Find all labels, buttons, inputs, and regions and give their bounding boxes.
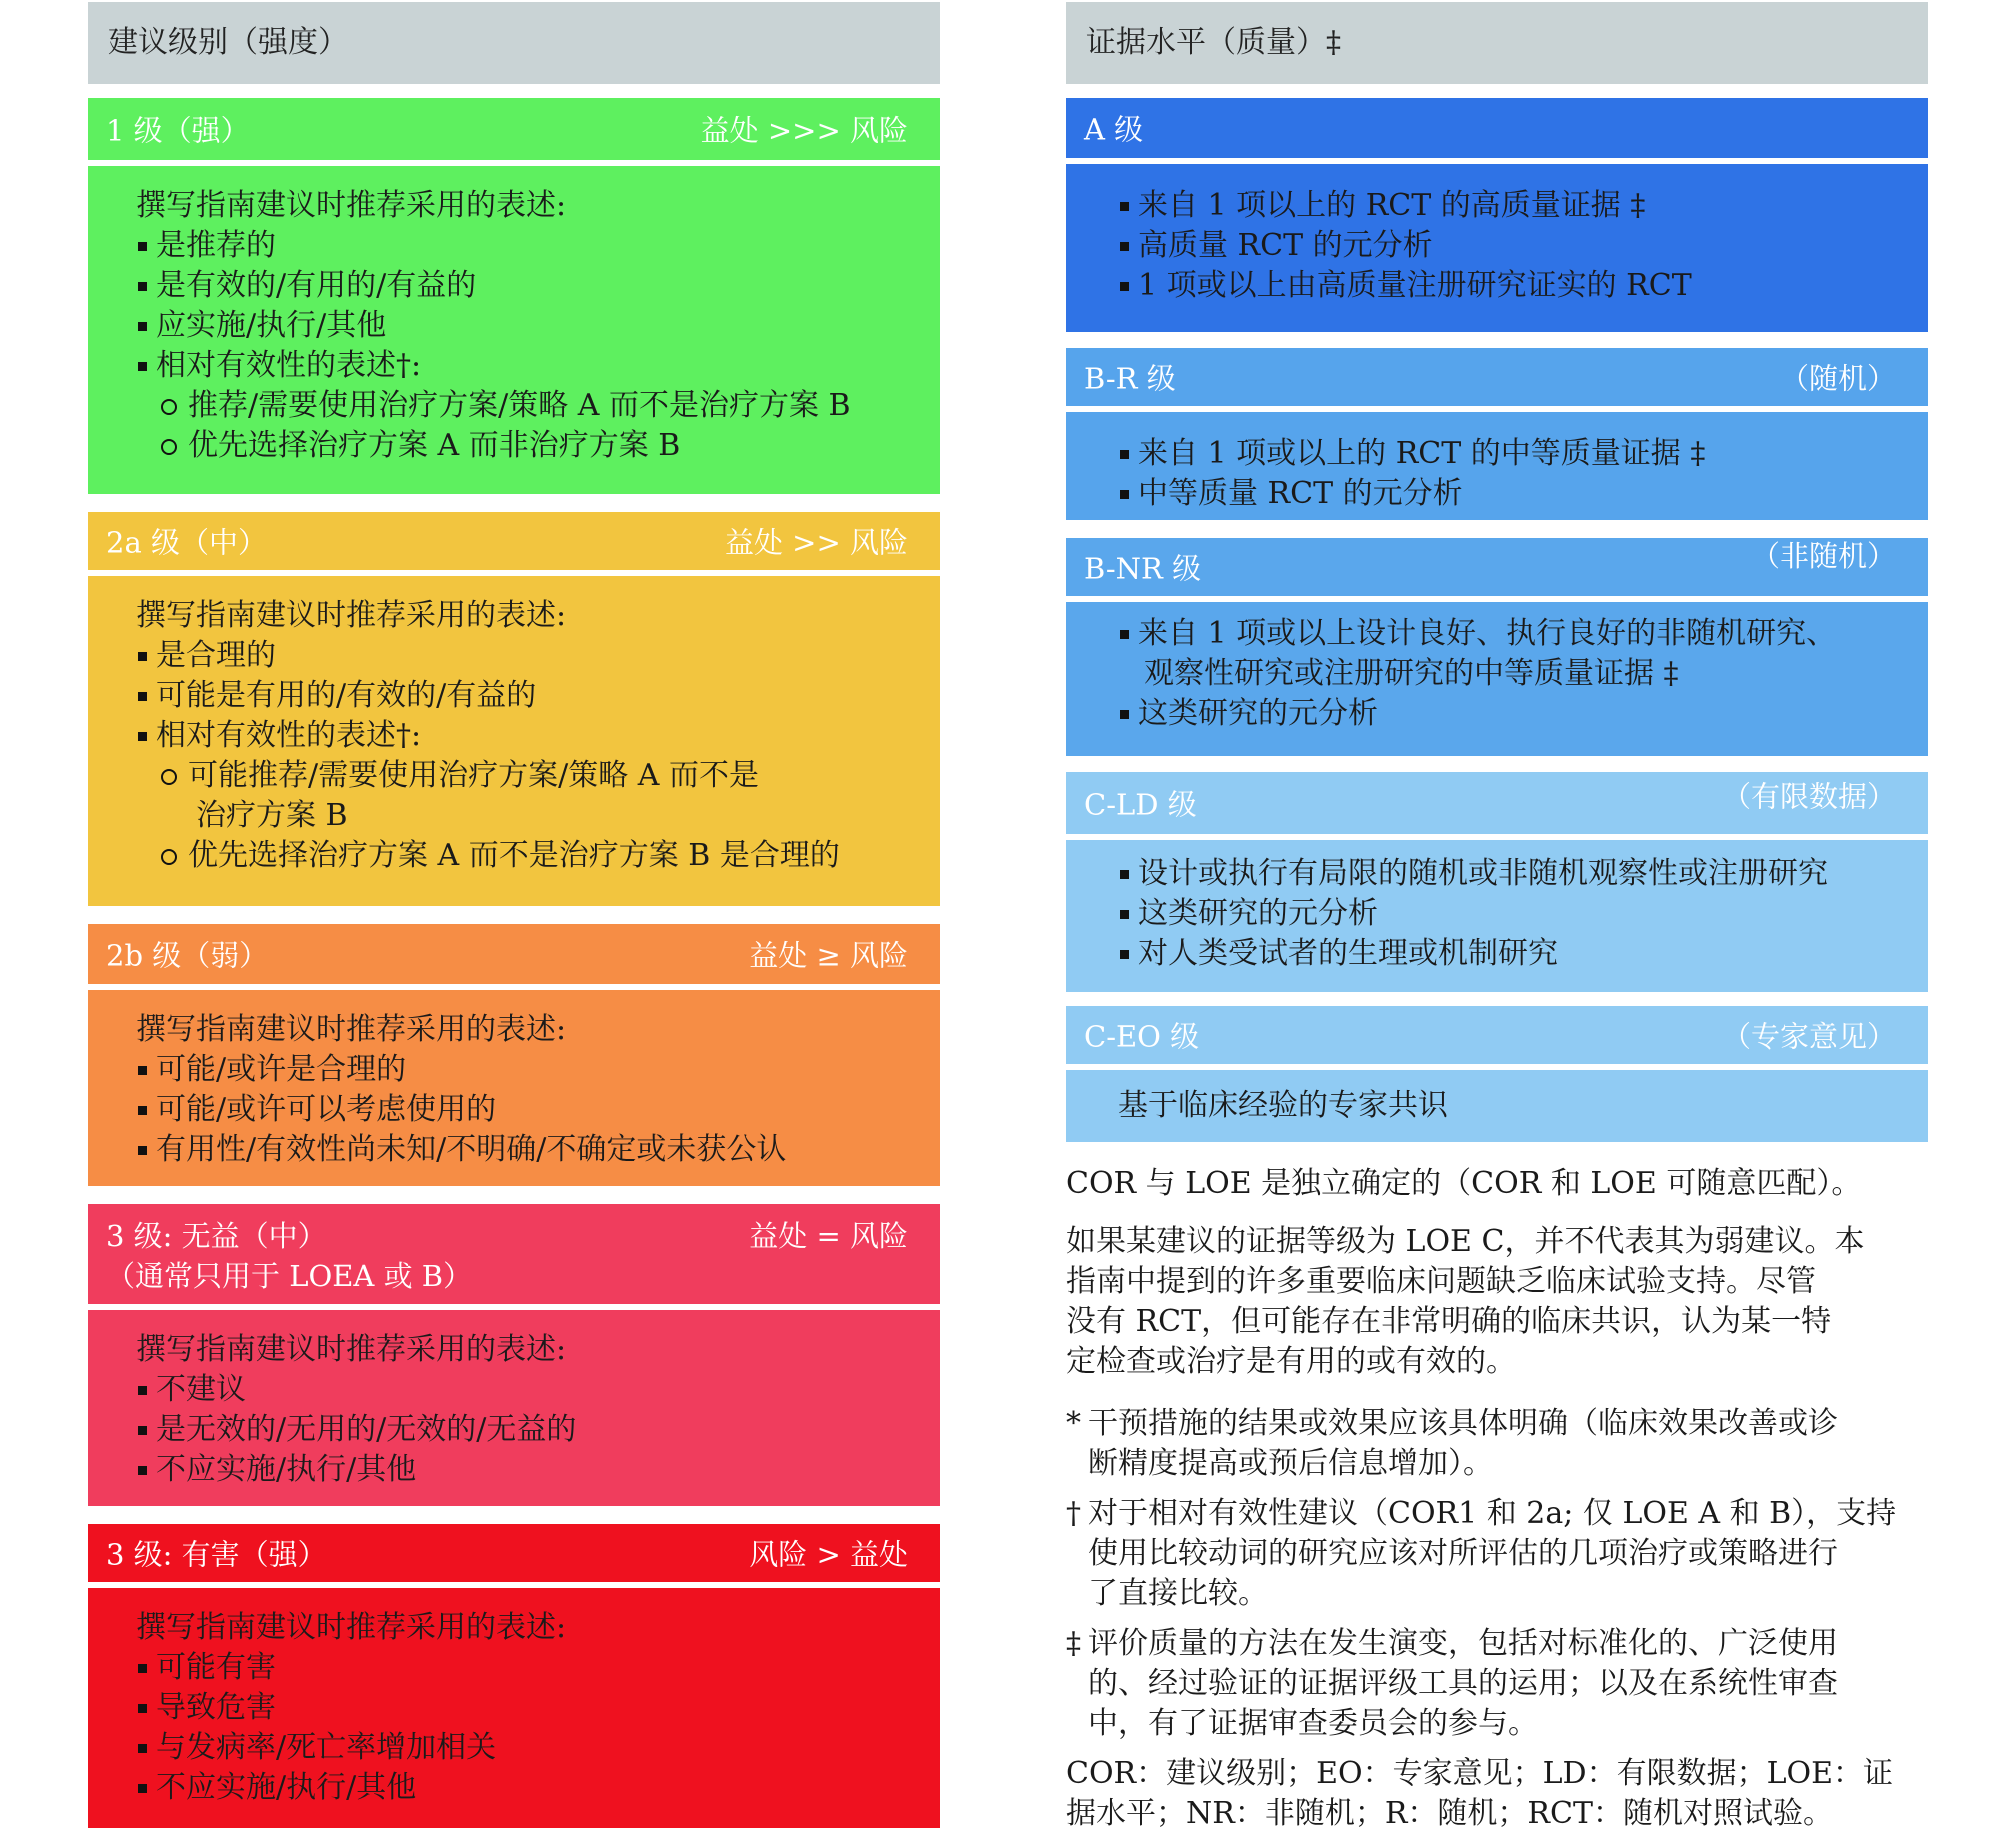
list-item: 有用性/有效性尚未知/不明确/不确定或未获公认 [136,1130,940,1170]
class3-nobenefit-label [106,1216,472,1296]
cor-column [88,0,940,1834]
level-ceo-tag: （专家意见） [1721,1019,1896,1054]
list-item: 来自 1 项以上的 RCT 的高质量证据 ‡ [1118,186,1928,226]
list-item: 应实施/执行/其他 [136,306,940,346]
note-line: 评价质量的方法在发生演变，包括对标准化的、广泛使用 [1088,1626,1838,1661]
list-item: 导致危害 [136,1688,940,1728]
class3-nobenefit-ratio: 益处 = 风险 [749,1219,908,1253]
class3-nobenefit-body [88,1310,940,1506]
class2a-list [136,636,940,876]
class2b-header [88,924,940,984]
class3-harm-ratio: 风险 > 益处 [749,1537,908,1572]
note-line: 使用比较动词的研究应该对所评估的几项治疗或策略进行 [1088,1536,1838,1571]
list-item: 可能有害 [136,1648,940,1688]
list-item: 1 项或以上由高质量注册研究证实的 RCT [1118,266,1928,306]
note-line: 的、经过验证的证据评级工具的运用；以及在系统性审查 [1088,1666,1838,1701]
level-a-label: A 级 [1084,112,1144,147]
list-item: 是无效的/无用的/无效的/无益的 [136,1410,940,1450]
note-line: 对于相对有效性建议（COR1 和 2a; 仅 LOE A 和 B），支持 [1088,1496,1897,1531]
list-item: 相对有效性的表述†: [136,716,940,756]
note-line: 据水平；NR：非随机；R：随机；RCT：随机对照试验。 [1066,1796,1833,1831]
level-cld-list [1118,854,1928,974]
class1-list [136,226,940,466]
list-item: 是合理的 [136,636,940,676]
level-cld-header [1066,772,1928,834]
class2b-body [88,990,940,1186]
note-independent: COR 与 LOE 是独立确定的（COR 和 LOE 可随意匹配）。 [1066,1166,1862,1201]
sub-list-item: 推荐/需要使用治疗方案/策略 A 而不是治疗方案 B [136,386,940,426]
class3-nobenefit-intro: 撰写指南建议时推荐采用的表述: [136,1332,567,1367]
note-line: 如果某建议的证据等级为 LOE C，并不代表其为弱建议。本 [1066,1224,1865,1259]
class3-nobenefit-label-line1: 3 级: 无益（中） [106,1219,327,1253]
class2b-intro: 撰写指南建议时推荐采用的表述: [136,1012,567,1047]
sub-list-item: 优先选择治疗方案 A 而不是治疗方案 B 是合理的 [136,836,940,876]
notes-section [1066,1164,1928,1834]
class2a-header [88,512,940,570]
note-line: 指南中提到的许多重要临床问题缺乏临床试验支持。尽管 [1066,1264,1816,1299]
level-cld-body [1066,840,1928,992]
list-item: 相对有效性的表述†: [136,346,940,386]
class1-header [88,98,940,160]
note-line: 了直接比较。 [1088,1576,1268,1611]
list-item-cont: 观察性研究或注册研究的中等质量证据 ‡ [1144,656,1679,691]
level-cld-tag: （有限数据） [1721,779,1896,814]
level-br-list [1118,434,1928,514]
note-loe-c [1066,1222,1928,1382]
list-item: 是有效的/有用的/有益的 [136,266,940,306]
class2b-list [136,1050,940,1170]
footnote-dagger-mark: † [1066,1496,1081,1531]
level-ceo-body [1066,1070,1928,1142]
footnote-star-mark: * [1066,1406,1081,1441]
level-ceo-label: C-EO 级 [1084,1019,1200,1054]
sub-list-item: 可能推荐/需要使用治疗方案/策略 A 而不是 [136,756,940,796]
level-bnr-header [1066,538,1928,596]
class1-ratio: 益处 >>> 风险 [700,113,908,148]
level-a-body [1066,164,1928,332]
level-a-list [1118,186,1928,306]
class2a-ratio: 益处 >> 风险 [724,525,908,560]
class2b-ratio: 益处 ≥ 风险 [749,938,908,973]
loe-column [1066,0,1928,1834]
list-item: 可能/或许可以考虑使用的 [136,1090,940,1130]
class1-intro: 撰写指南建议时推荐采用的表述: [136,188,567,223]
note-abbreviations [1066,1754,1928,1834]
class3-nobenefit-header [88,1204,940,1304]
level-br-body [1066,412,1928,520]
class3-harm-label: 3 级: 有害（强） [106,1537,327,1572]
level-bnr-list [1118,614,1928,734]
class2a-label: 2a 级（中） [106,525,267,560]
class2b-label: 2b 级（弱） [106,938,269,973]
class3-harm-intro: 撰写指南建议时推荐采用的表述: [136,1610,567,1645]
list-item: 不应实施/执行/其他 [136,1450,940,1490]
list-item: 这类研究的元分析 [1118,694,1928,734]
note-line: 没有 RCT，但可能存在非常明确的临床共识，认为某一特 [1066,1304,1832,1339]
level-br-label: B-R 级 [1084,361,1176,396]
class2a-body [88,576,940,906]
list-item: 不建议 [136,1370,940,1410]
footnote-ddagger [1066,1624,1928,1744]
level-bnr-label: B-NR 级 [1084,551,1202,586]
level-br-header [1066,348,1928,406]
sub-list-item: 优先选择治疗方案 A 而非治疗方案 B [136,426,940,466]
class2a-intro: 撰写指南建议时推荐采用的表述: [136,598,567,633]
class3-harm-header [88,1524,940,1582]
list-item: 对人类受试者的生理或机制研究 [1118,934,1928,974]
list-item: 高质量 RCT 的元分析 [1118,226,1928,266]
level-br-tag: （随机） [1779,361,1896,396]
list-item: 是推荐的 [136,226,940,266]
list-item: 与发病率/死亡率增加相关 [136,1728,940,1768]
list-item: 可能是有用的/有效的/有益的 [136,676,940,716]
list-item: 设计或执行有局限的随机或非随机观察性或注册研究 [1118,854,1928,894]
footnote-star [1066,1404,1928,1484]
level-ceo-header [1066,1006,1928,1064]
list-item: 可能/或许是合理的 [136,1050,940,1090]
footnote-ddagger-mark: ‡ [1066,1626,1081,1661]
class3-nobenefit-label-line2: （通常只用于 LOEA 或 B） [106,1259,473,1293]
level-bnr-body [1066,602,1928,756]
level-bnr-tag: （非随机） [1750,539,1896,574]
sub-list-item-cont: 治疗方案 B [196,798,348,833]
note-line: 干预措施的结果或效果应该具体明确（临床效果改善或诊 [1088,1406,1838,1441]
loe-title: 证据水平（质量）‡ [1066,2,1928,84]
note-line: 断精度提高或预后信息增加）。 [1088,1446,1493,1481]
list-item: 不应实施/执行/其他 [136,1768,940,1808]
list-item: 来自 1 项或以上的 RCT 的中等质量证据 ‡ [1118,434,1928,474]
footnote-dagger [1066,1494,1928,1614]
note-line: 定检查或治疗是有用的或有效的。 [1066,1344,1516,1379]
list-item: 这类研究的元分析 [1118,894,1928,934]
level-a-header [1066,98,1928,158]
note-line: 中，有了证据审查委员会的参与。 [1088,1706,1538,1741]
note-line: COR：建议级别；EO：专家意见；LD：有限数据；LOE：证 [1066,1756,1894,1791]
cor-title: 建议级别（强度） [88,2,940,84]
class1-body [88,166,940,494]
class1-label: 1 级（强） [106,113,250,148]
class3-nobenefit-list [136,1370,940,1490]
class3-harm-list [136,1648,940,1808]
level-cld-label: C-LD 级 [1084,787,1197,822]
list-item: 来自 1 项或以上设计良好、执行良好的非随机研究、 [1118,614,1928,654]
level-ceo-text: 基于临床经验的专家共识 [1118,1088,1448,1123]
class3-harm-body [88,1588,940,1828]
list-item: 中等质量 RCT 的元分析 [1118,474,1928,514]
